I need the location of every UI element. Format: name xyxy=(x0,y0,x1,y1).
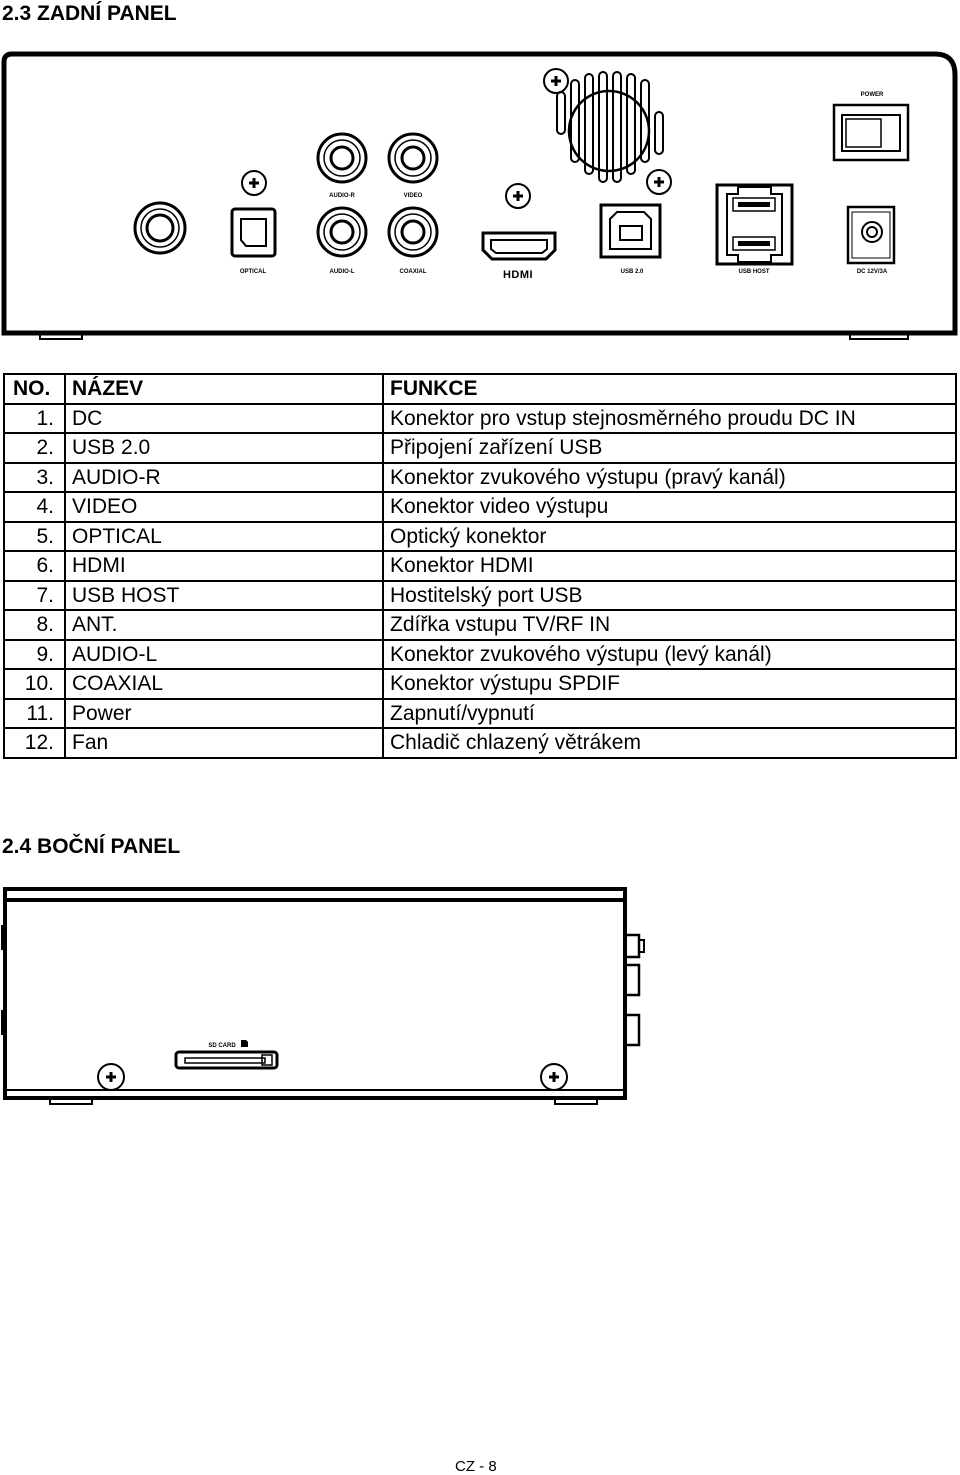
cell-function: Konektor zvukového výstupu (pravý kanál) xyxy=(383,463,956,493)
screw-icon xyxy=(541,1064,567,1090)
cell-name: USB HOST xyxy=(65,581,383,611)
cell-name: OPTICAL xyxy=(65,522,383,552)
cell-no: 12. xyxy=(4,728,65,758)
header-no: NO. xyxy=(4,374,65,404)
sd-card-label: SD CARD xyxy=(208,1043,236,1049)
cell-name: COAXIAL xyxy=(65,669,383,699)
coaxial-label: COAXIAL xyxy=(399,269,427,275)
cell-no: 1. xyxy=(4,404,65,434)
cell-function: Připojení zařízení USB xyxy=(383,433,956,463)
cell-name: HDMI xyxy=(65,551,383,581)
sd-card-slot[interactable] xyxy=(176,1052,277,1068)
page-number: CZ - 8 xyxy=(455,1458,497,1475)
video-label: VIDEO xyxy=(403,193,423,199)
dc-label: DC 12V/3A xyxy=(856,269,888,275)
cell-no: 4. xyxy=(4,492,65,522)
cell-function: Konektor HDMI xyxy=(383,551,956,581)
side-rca-connector xyxy=(625,1015,639,1045)
cell-name: VIDEO xyxy=(65,492,383,522)
cell-function: Zapnutí/vypnutí xyxy=(383,699,956,729)
cell-name: Power xyxy=(65,699,383,729)
power-label: POWER xyxy=(860,92,884,98)
cell-name: ANT. xyxy=(65,610,383,640)
cell-name: Fan xyxy=(65,728,383,758)
cell-no: 6. xyxy=(4,551,65,581)
cell-name: AUDIO-L xyxy=(65,640,383,670)
side-panel-body xyxy=(1,889,625,1104)
sd-card-icon xyxy=(241,1040,248,1047)
cell-function: Konektor výstupu SPDIF xyxy=(383,669,956,699)
cell-function: Hostitelský port USB xyxy=(383,581,956,611)
cell-no: 11. xyxy=(4,699,65,729)
cell-no: 7. xyxy=(4,581,65,611)
cell-name: AUDIO-R xyxy=(65,463,383,493)
cell-function: Konektor zvukového výstupu (levý kanál) xyxy=(383,640,956,670)
screw-icon xyxy=(98,1064,124,1090)
hdmi-label: HDMI xyxy=(502,269,534,281)
cell-no: 8. xyxy=(4,610,65,640)
cell-no: 10. xyxy=(4,669,65,699)
usb-host-label: USB HOST xyxy=(738,269,770,275)
side-panel-heading: 2.4 BOČNÍ PANEL xyxy=(2,835,181,858)
side-rca-connector xyxy=(625,935,644,957)
cell-function: Konektor video výstupu xyxy=(383,492,956,522)
cell-name: DC xyxy=(65,404,383,434)
header-name: NÁZEV xyxy=(65,374,383,404)
usb20-label: USB 2.0 xyxy=(620,269,644,275)
cell-no: 5. xyxy=(4,522,65,552)
cell-no: 9. xyxy=(4,640,65,670)
cell-name: USB 2.0 xyxy=(65,433,383,463)
audio-l-label: AUDIO-L xyxy=(329,269,355,275)
header-function: FUNKCE xyxy=(383,374,956,404)
cell-function: Konektor pro vstup stejnosměrného proudu DC IN xyxy=(383,404,956,434)
audio-r-label: AUDIO-R xyxy=(329,193,355,199)
cell-function: Optický konektor xyxy=(383,522,956,552)
cell-function: Zdířka vstupu TV/RF IN xyxy=(383,610,956,640)
cell-function: Chladič chlazený větrákem xyxy=(383,728,956,758)
rear-panel-heading: 2.3 ZADNÍ PANEL xyxy=(2,2,177,25)
cell-no: 2. xyxy=(4,433,65,463)
cell-no: 3. xyxy=(4,463,65,493)
optical-label: OPTICAL xyxy=(239,269,267,275)
side-rca-connector xyxy=(625,965,639,995)
